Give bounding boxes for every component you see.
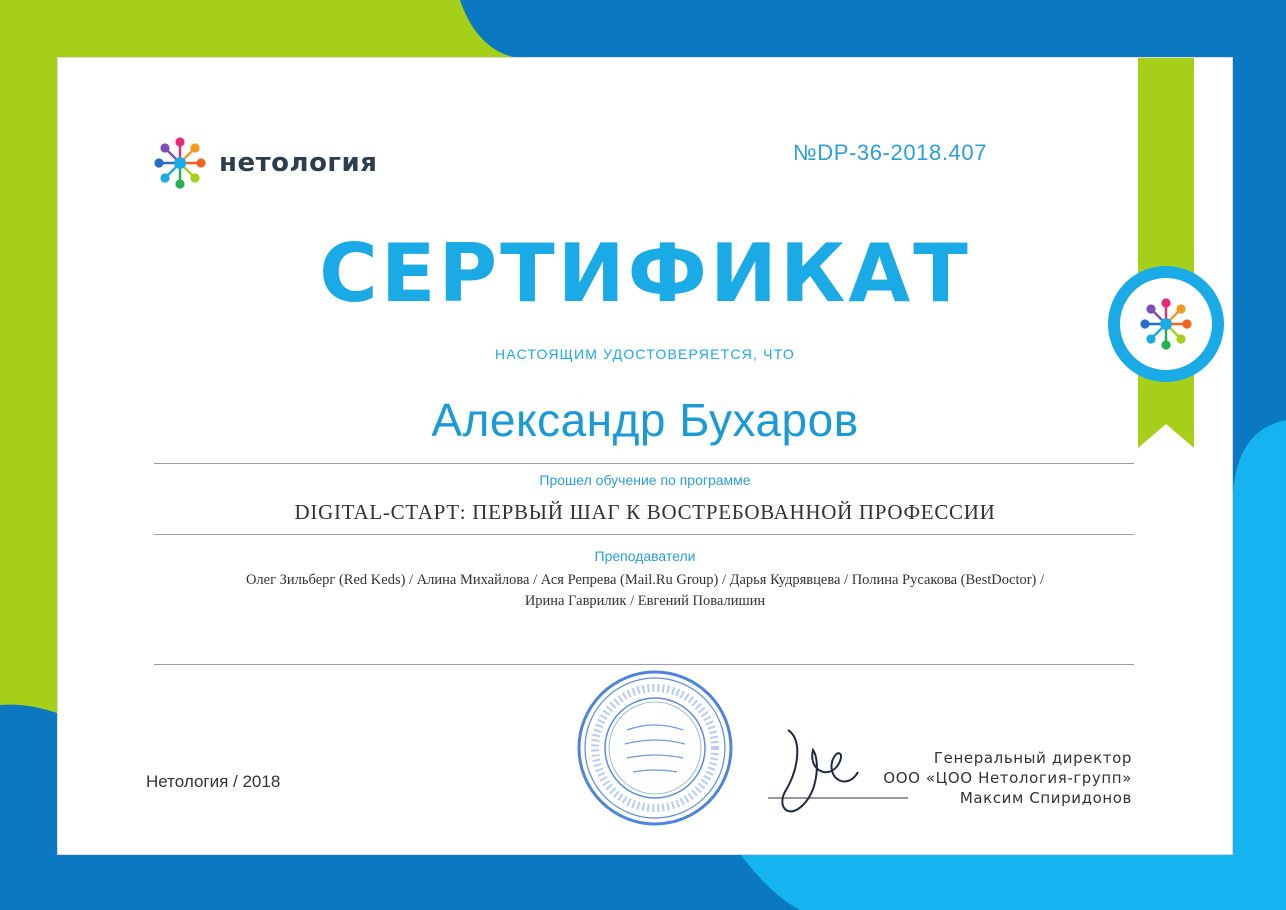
certificate-card <box>58 58 1232 854</box>
divider-top <box>154 463 1134 464</box>
passed-label: Прошел обучение по программе <box>539 472 751 488</box>
netology-logo <box>153 136 377 190</box>
issuer-year: Нетология / 2018 <box>146 772 281 791</box>
divider-middle <box>154 534 1134 535</box>
signer-block <box>883 748 1132 808</box>
certificate-number: №DP-36-2018.407 <box>793 140 988 165</box>
divider-bottom <box>154 664 1134 665</box>
program-name: DIGITAL-СТАРТ: ПЕРВЫЙ ШАГ К ВОСТРЕБОВАННОЙ ПРОФЕССИИ <box>294 500 996 524</box>
teachers-line-1: Олег Зильберг (Red Keds) / Алина Михайлова / Ася Репрева (Mail.Ru Group) / Дарья Кудрявцева / Полина Русакова (BestDoctor) / <box>245 572 1045 588</box>
certificate-title: СЕРТИФИКАТ <box>319 227 971 320</box>
recipient-name: Александр Бухаров <box>431 394 859 446</box>
certifies-text: НАСТОЯЩИМ УДОСТОВЕРЯЕТСЯ, ЧТО <box>495 346 795 362</box>
signer-position: Генеральный директор <box>933 749 1132 767</box>
ribbon-medal-icon <box>1107 265 1225 383</box>
ribbon <box>1138 58 1194 448</box>
brand-name: нетология <box>219 148 378 178</box>
teachers-list <box>58 570 1232 612</box>
signer-company: ООО «ЦОО Нетология-групп» <box>883 769 1132 787</box>
netology-logo-icon <box>153 136 207 190</box>
round-stamp <box>575 668 735 828</box>
teachers-line-2: Ирина Гаврилик / Евгений Повалишин <box>524 593 766 609</box>
signer-name: Максим Спиридонов <box>959 789 1132 807</box>
teachers-label: Преподаватели <box>594 548 696 564</box>
